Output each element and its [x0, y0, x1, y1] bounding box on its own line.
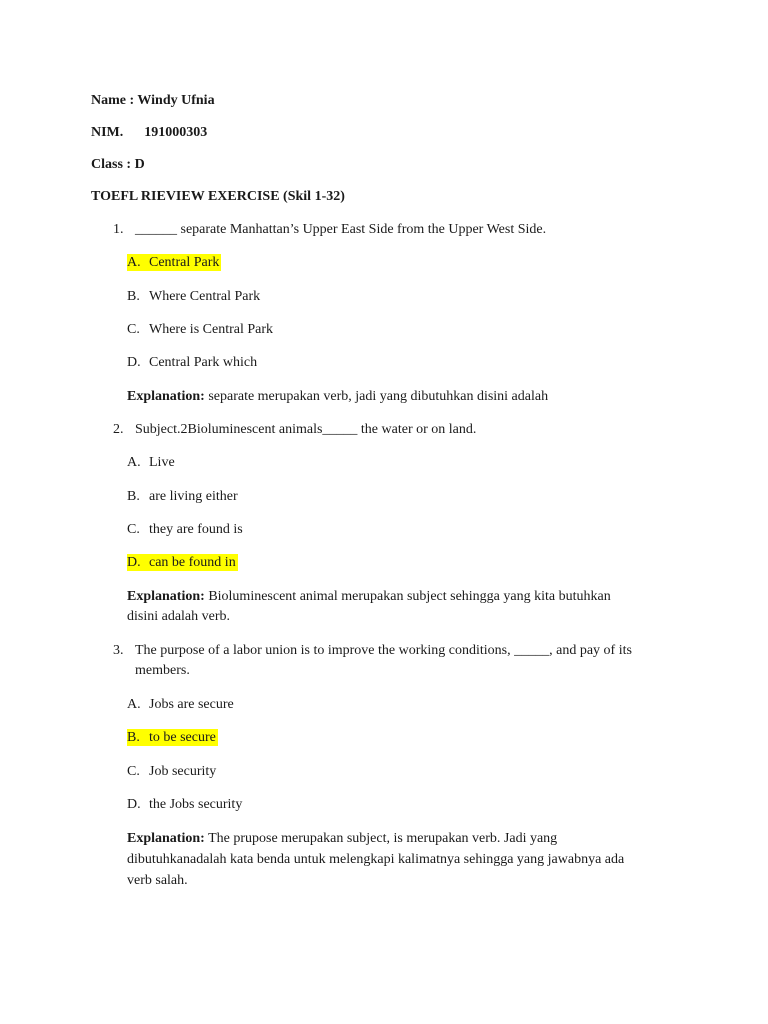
option-text: Central Park which	[149, 355, 258, 370]
question-3-explanation-line-3: verb salah.	[127, 873, 188, 888]
question-2-explanation-line-1	[127, 587, 611, 607]
nim-value: 191000303	[144, 125, 208, 140]
question-3-text-line-1: The purpose of a labor union is to improve the working conditions, _____, and pay of its	[135, 643, 632, 658]
option-text: Job security	[149, 764, 217, 779]
question-3-text-line-2: members.	[135, 663, 190, 678]
question-1-number: 1.	[113, 222, 124, 237]
question-3-option-d	[127, 795, 242, 815]
question-2-option-d	[127, 553, 238, 573]
option-text: the Jobs security	[149, 797, 243, 812]
option-text: Live	[149, 455, 175, 470]
question-1-option-c	[127, 320, 273, 340]
question-2-number: 2.	[113, 422, 124, 437]
option-letter: C.	[127, 764, 140, 779]
class-value: D	[134, 157, 145, 172]
explanation-label: Explanation:	[127, 831, 205, 846]
question-1-option-d	[127, 353, 257, 373]
name-value: Windy Ufnia	[137, 93, 215, 108]
explanation-text: Bioluminescent animal merupakan subject sehingga yang kita butuhkan	[208, 589, 611, 604]
option-letter: D.	[127, 355, 141, 370]
document-title: TOEFL RIEVIEW EXERCISE (Skil 1-32)	[91, 189, 345, 204]
question-2-text: Subject.2Bioluminescent animals_____ the water or on land.	[135, 422, 477, 437]
question-3-option-b	[127, 728, 218, 748]
option-letter: A.	[127, 697, 141, 712]
student-name	[91, 91, 215, 111]
explanation-text: The prupose merupakan subject, is merupakan verb. Jadi yang	[208, 831, 558, 846]
question-3-number: 3.	[113, 643, 124, 658]
option-letter: A.	[127, 255, 141, 270]
option-letter: C.	[127, 322, 140, 337]
option-text: can be found in	[149, 555, 236, 570]
question-1-text: ______ separate Manhattan’s Upper East Side from the Upper West Side.	[135, 222, 547, 237]
explanation-label: Explanation:	[127, 589, 205, 604]
option-letter: B.	[127, 289, 140, 304]
option-text: Central Park	[149, 255, 220, 270]
option-letter: D.	[127, 555, 141, 570]
option-letter: D.	[127, 797, 141, 812]
question-1-option-a	[127, 253, 221, 273]
question-3-option-a	[127, 695, 234, 715]
question-3-explanation-line-1	[127, 829, 557, 849]
option-text: to be secure	[149, 730, 216, 745]
option-text: they are found is	[149, 522, 243, 537]
class-label: Class :	[91, 157, 132, 172]
option-letter: A.	[127, 455, 141, 470]
question-1-explanation	[127, 387, 548, 407]
option-text: Where Central Park	[149, 289, 261, 304]
student-class	[91, 155, 145, 175]
option-letter: B.	[127, 730, 140, 745]
option-letter: B.	[127, 489, 140, 504]
name-label: Name :	[91, 93, 135, 108]
explanation-label: Explanation:	[127, 389, 205, 404]
nim-label: NIM.	[91, 125, 124, 140]
question-2-option-a	[127, 453, 175, 473]
question-3-explanation-line-2: dibutuhkanadalah kata benda untuk melengkapi kalimatnya sehingga yang jawabnya ada	[127, 852, 625, 867]
option-text: are living either	[149, 489, 238, 504]
question-2-option-b	[127, 487, 238, 507]
question-2-option-c	[127, 520, 243, 540]
option-letter: C.	[127, 522, 140, 537]
option-text: Jobs are secure	[149, 697, 234, 712]
explanation-text: separate merupakan verb, jadi yang dibutuhkan disini adalah	[208, 389, 549, 404]
student-nim	[91, 123, 207, 143]
option-text: Where is Central Park	[149, 322, 274, 337]
question-3-option-c	[127, 762, 216, 782]
question-1-option-b	[127, 287, 260, 307]
question-2-explanation-line-2: disini adalah verb.	[127, 609, 231, 624]
